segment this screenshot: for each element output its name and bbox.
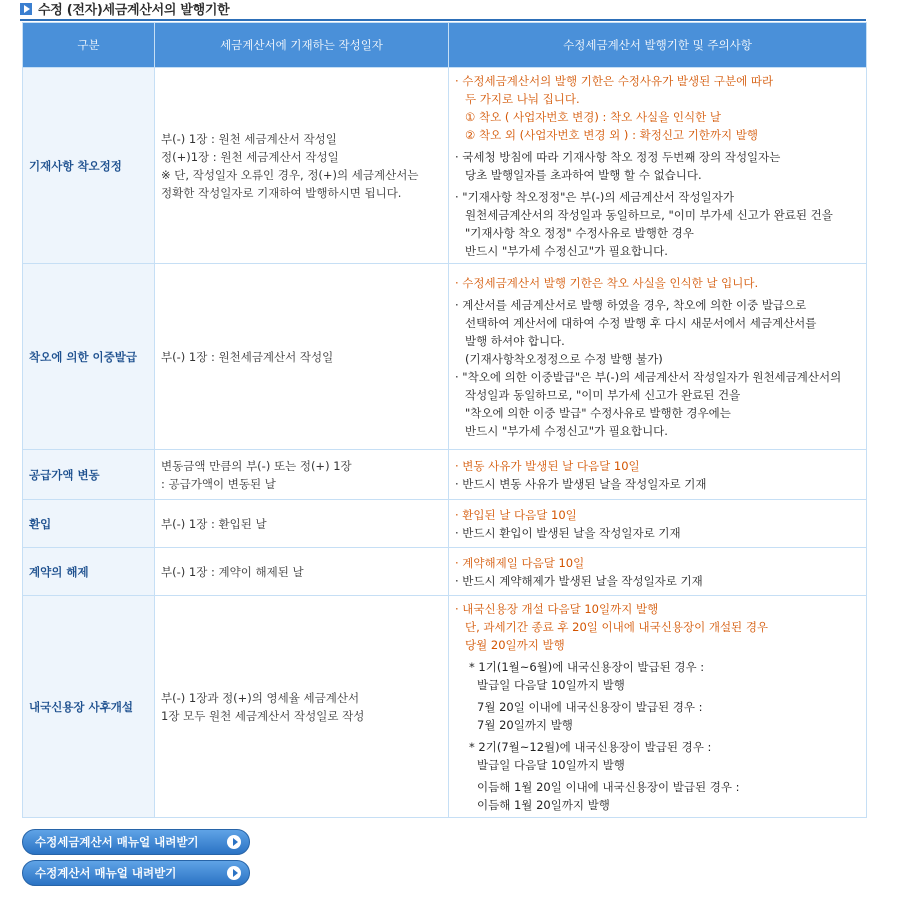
row-notes: · 내국신용장 개설 다음달 10일까지 발행 단, 과세기간 종료 후 20일 이내에 내국신용장이 개설된 경우 당월 20일까지 발행 * 1기(1월~6월)에 내국신용장이 발급된 경우 : 발급일 다음달 10일까지 발행 7월 20일 이내에 내국신용장이 발급된 경우 : 7월 20일까지 발행 * 2기(7월~12월)에 내국신용장이 발급된 경우 : 발급일 다음달 10일까지 발행 이듬해 1월 20일 이내에 내국신용장이 발급된 경우 : 이듬해 1월 20일까지 발행	[449, 596, 867, 818]
download-tax-invoice-manual-button[interactable]	[22, 829, 250, 855]
arrow-bullet-icon	[20, 3, 32, 15]
row-notes: · 변동 사유가 발생된 날 다음달 10일 · 반드시 변동 사유가 발생된 날을 작성일자로 기재	[449, 450, 867, 500]
row-write-date: 부(-) 1장 : 원천세금계산서 작성일	[155, 264, 449, 450]
row-category: 내국신용장 사후개설	[23, 596, 155, 818]
row-category: 기재사항 착오정정	[23, 68, 155, 264]
row-write-date: 부(-) 1장 : 환입된 날	[155, 500, 449, 548]
issuance-deadline-table	[22, 22, 867, 818]
header-write-date: 세금계산서에 기재하는 작성일자	[155, 23, 449, 68]
table-header-row	[23, 23, 867, 68]
table-row	[23, 596, 867, 818]
arrow-right-icon	[227, 866, 241, 880]
row-notes: · 수정세금계산서의 발행 기한은 수정사유가 발생된 구분에 따라 두 가지로 나눠 집니다. ① 착오 ( 사업자번호 변경) : 착오 사실을 인식한 날 ② 착오 외 (사업자번호 변경 외 ) : 확정신고 기한까지 발행 · 국세청 방침에 따라 기재사항 착오 정정 두번째 장의 작성일자는 당초 발행일자를 초과하여 발행 할 수 없습니다. · "기재사항 착오정정"은 부(-)의 세금계산서 작성일자가 원천세금계산서의 작성일과 동일하므로, "이미 부가세 신고가 완료된 건을 "기재사항 착오 정정" 수정사유로 발행한 경우 반드시 "부가세 수정신고"가 필요합니다.	[449, 68, 867, 264]
table-row	[23, 68, 867, 264]
row-write-date: 변동금액 만큼의 부(-) 또는 정(+) 1장 : 공급가액이 변동된 날	[155, 450, 449, 500]
row-notes: · 계약해제일 다음달 10일 · 반드시 계약해제가 발생된 날을 작성일자로 기재	[449, 548, 867, 596]
row-category: 공급가액 변동	[23, 450, 155, 500]
button-label: 수정세금계산서 매뉴얼 내려받기	[35, 835, 199, 849]
download-invoice-manual-button[interactable]	[22, 860, 250, 886]
header-category: 구분	[23, 23, 155, 68]
row-category: 착오에 의한 이중발급	[23, 264, 155, 450]
arrow-right-icon	[227, 835, 241, 849]
row-write-date: 부(-) 1장과 정(+)의 영세율 세금계산서 1장 모두 원천 세금계산서 작성일로 작성	[155, 596, 449, 818]
table-row	[23, 450, 867, 500]
row-notes: · 환입된 날 다음달 10일 · 반드시 환입이 발생된 날을 작성일자로 기재	[449, 500, 867, 548]
header-deadline-notes: 수정세금계산서 발행기한 및 주의사항	[449, 23, 867, 68]
section-title: 수정 (전자)세금계산서의 발행기한	[38, 3, 230, 18]
row-write-date: 부(-) 1장 : 계약이 해제된 날	[155, 548, 449, 596]
section-header	[20, 0, 229, 17]
row-notes: · 수정세금계산서 발행 기한은 착오 사실을 인식한 날 입니다. · 계산서를 세금계산서로 발행 하였을 경우, 착오에 의한 이중 발급으로 선택하여 계산서에 대하여 수정 발행 후 다시 새문서에서 세금계산서를 발행 하셔야 합니다. (기재사항착오정정으로 수정 발행 불가) · "착오에 의한 이중발급"은 부(-)의 세금계산서 작성일자가 원천세금계산서의 작성일과 동일하므로, "이미 부가세 신고가 완료된 건을 "착오에 의한 이중 발급" 수정사유로 발행한 경우에는 반드시 "부가세 수정신고"가 필요합니다.	[449, 264, 867, 450]
table-row	[23, 548, 867, 596]
table-row	[23, 500, 867, 548]
row-category: 환입	[23, 500, 155, 548]
button-label: 수정계산서 매뉴얼 내려받기	[35, 866, 177, 880]
row-write-date: 부(-) 1장 : 원천 세금계산서 작성일 정(+)1장 : 원천 세금계산서 작성일 ※ 단, 작성일자 오류인 경우, 정(+)의 세금계산서는 정확한 작성일자로 기재하여 발행하시면 됩니다.	[155, 68, 449, 264]
title-underline	[20, 19, 866, 21]
row-category: 계약의 해제	[23, 548, 155, 596]
table-row	[23, 264, 867, 450]
